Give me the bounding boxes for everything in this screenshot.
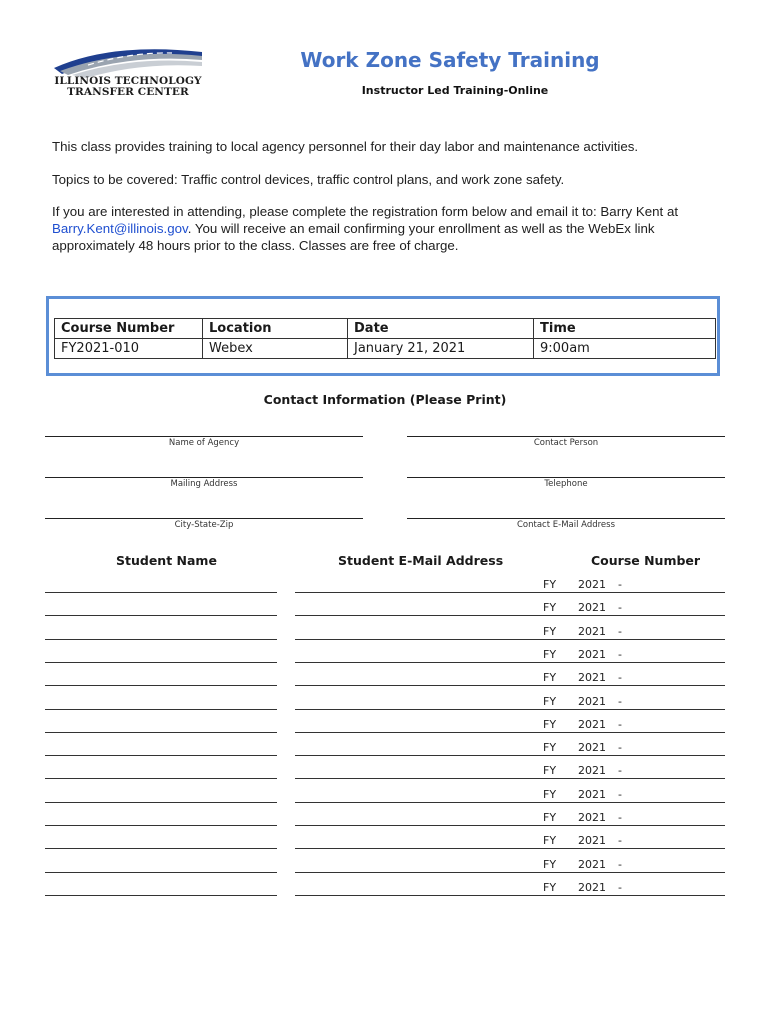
course-number-field[interactable] bbox=[531, 685, 725, 686]
course-number-field[interactable] bbox=[531, 639, 725, 640]
course-dash-label: - bbox=[618, 625, 622, 638]
course-year-label: 2021 bbox=[578, 858, 606, 871]
course-number-field[interactable] bbox=[531, 802, 725, 803]
course-fy-label: FY bbox=[543, 811, 557, 824]
student-email-field[interactable] bbox=[295, 592, 531, 593]
course-number-field[interactable] bbox=[531, 825, 725, 826]
mailing-address-field[interactable] bbox=[45, 477, 363, 478]
student-name-field[interactable] bbox=[45, 615, 277, 616]
intro-text-end: . You will receive an email confirming your enrollment as well as the WebEx link approximately 48 hours prior to the class. Classes are free of charge. bbox=[52, 221, 655, 253]
student-email-field[interactable] bbox=[295, 732, 531, 733]
course-year-label: 2021 bbox=[578, 578, 606, 591]
agency-name-label: Name of Agency bbox=[168, 438, 240, 448]
city-state-zip-label: City-State-Zip bbox=[174, 520, 234, 530]
course-fy-label: FY bbox=[543, 858, 557, 871]
student-email-field[interactable] bbox=[295, 685, 531, 686]
student-name-field[interactable] bbox=[45, 825, 277, 826]
course-fy-label: FY bbox=[543, 671, 557, 684]
course-fy-label: FY bbox=[543, 881, 557, 894]
student-email-field[interactable] bbox=[295, 802, 531, 803]
student-email-field[interactable] bbox=[295, 872, 531, 873]
course-year-label: 2021 bbox=[578, 811, 606, 824]
student-email-field[interactable] bbox=[295, 615, 531, 616]
student-name-header: Student Name bbox=[116, 553, 217, 568]
telephone-label: Telephone bbox=[544, 479, 588, 489]
contact-person-label: Contact Person bbox=[533, 438, 599, 448]
course-dash-label: - bbox=[618, 764, 622, 777]
course-year-label: 2021 bbox=[578, 695, 606, 708]
cell-location: Webex bbox=[203, 339, 348, 359]
course-number-field[interactable] bbox=[531, 615, 725, 616]
course-dash-label: - bbox=[618, 648, 622, 661]
student-name-field[interactable] bbox=[45, 639, 277, 640]
course-number-header: Course Number bbox=[591, 553, 701, 568]
contact-person-field[interactable] bbox=[407, 436, 725, 437]
logo-line-2: TRANSFER CENTER bbox=[67, 86, 189, 98]
course-fy-label: FY bbox=[543, 834, 557, 847]
intro-paragraph-1: This class provides training to local agency personnel for their day labor and maintenance activities. bbox=[52, 139, 639, 154]
student-name-field[interactable] bbox=[45, 778, 277, 779]
course-number-field[interactable] bbox=[531, 848, 725, 849]
course-year-label: 2021 bbox=[578, 671, 606, 684]
course-dash-label: - bbox=[618, 601, 622, 614]
cell-course-number: FY2021-010 bbox=[55, 339, 203, 359]
student-email-header: Student E-Mail Address bbox=[338, 553, 504, 568]
contact-email-label: Contact E-Mail Address bbox=[516, 520, 616, 530]
student-name-field[interactable] bbox=[45, 755, 277, 756]
agency-name-field[interactable] bbox=[45, 436, 363, 437]
course-table bbox=[54, 318, 716, 359]
course-number-field[interactable] bbox=[531, 662, 725, 663]
course-number-field[interactable] bbox=[531, 895, 725, 896]
course-table-header bbox=[55, 319, 716, 339]
student-name-field[interactable] bbox=[45, 872, 277, 873]
course-fy-label: FY bbox=[543, 695, 557, 708]
road-swoosh-icon bbox=[52, 44, 204, 78]
course-number-field[interactable] bbox=[531, 778, 725, 779]
header-location: Location bbox=[203, 319, 348, 339]
course-year-label: 2021 bbox=[578, 764, 606, 777]
course-year-label: 2021 bbox=[578, 718, 606, 731]
course-year-label: 2021 bbox=[578, 881, 606, 894]
course-fy-label: FY bbox=[543, 578, 557, 591]
course-dash-label: - bbox=[618, 578, 622, 591]
student-email-field[interactable] bbox=[295, 895, 531, 896]
mailing-address-label: Mailing Address bbox=[170, 479, 238, 489]
header-time: Time bbox=[534, 319, 716, 339]
contact-email-field[interactable] bbox=[407, 518, 725, 519]
telephone-field[interactable] bbox=[407, 477, 725, 478]
student-name-field[interactable] bbox=[45, 709, 277, 710]
course-dash-label: - bbox=[618, 718, 622, 731]
header-course-number: Course Number bbox=[55, 319, 203, 339]
course-fy-label: FY bbox=[543, 648, 557, 661]
student-email-field[interactable] bbox=[295, 825, 531, 826]
student-name-field[interactable] bbox=[45, 848, 277, 849]
student-email-field[interactable] bbox=[295, 709, 531, 710]
course-fy-label: FY bbox=[543, 764, 557, 777]
course-dash-label: - bbox=[618, 858, 622, 871]
page-subtitle: Instructor Led Training-Online bbox=[361, 84, 549, 97]
student-name-field[interactable] bbox=[45, 895, 277, 896]
city-state-zip-field[interactable] bbox=[45, 518, 363, 519]
course-table-row bbox=[55, 339, 716, 359]
course-number-field[interactable] bbox=[531, 872, 725, 873]
course-dash-label: - bbox=[618, 811, 622, 824]
student-email-field[interactable] bbox=[295, 848, 531, 849]
student-name-field[interactable] bbox=[45, 802, 277, 803]
course-year-label: 2021 bbox=[578, 788, 606, 801]
course-year-label: 2021 bbox=[578, 601, 606, 614]
course-dash-label: - bbox=[618, 788, 622, 801]
student-name-field[interactable] bbox=[45, 732, 277, 733]
cell-date: January 21, 2021 bbox=[348, 339, 534, 359]
course-year-label: 2021 bbox=[578, 648, 606, 661]
student-name-field[interactable] bbox=[45, 685, 277, 686]
course-year-label: 2021 bbox=[578, 625, 606, 638]
student-email-field[interactable] bbox=[295, 755, 531, 756]
cell-time: 9:00am bbox=[534, 339, 716, 359]
course-year-label: 2021 bbox=[578, 834, 606, 847]
course-fy-label: FY bbox=[543, 718, 557, 731]
page-title: Work Zone Safety Training bbox=[300, 48, 600, 72]
header-date: Date bbox=[348, 319, 534, 339]
student-name-field[interactable] bbox=[45, 592, 277, 593]
course-dash-label: - bbox=[618, 695, 622, 708]
course-year-label: 2021 bbox=[578, 741, 606, 754]
course-dash-label: - bbox=[618, 741, 622, 754]
intro-text-start: If you are interested in attending, please complete the registration form below and email it to: Barry Kent at bbox=[52, 204, 679, 219]
student-email-field[interactable] bbox=[295, 778, 531, 779]
course-fy-label: FY bbox=[543, 625, 557, 638]
course-dash-label: - bbox=[618, 834, 622, 847]
intro-paragraph-2: Topics to be covered: Traffic control devices, traffic control plans, and work zone safety. bbox=[52, 172, 565, 187]
course-fy-label: FY bbox=[543, 601, 557, 614]
course-number-field[interactable] bbox=[531, 732, 725, 733]
course-number-field[interactable] bbox=[531, 709, 725, 710]
student-email-field[interactable] bbox=[295, 639, 531, 640]
course-fy-label: FY bbox=[543, 741, 557, 754]
student-email-field[interactable] bbox=[295, 662, 531, 663]
logo-line-1: ILLINOIS TECHNOLOGY bbox=[54, 75, 202, 87]
course-dash-label: - bbox=[618, 881, 622, 894]
course-fy-label: FY bbox=[543, 788, 557, 801]
email-link[interactable]: Barry.Kent@illinois.gov bbox=[52, 221, 188, 236]
contact-info-title: Contact Information (Please Print) bbox=[263, 392, 507, 407]
intro-paragraph-3 bbox=[52, 203, 732, 254]
course-number-field[interactable] bbox=[531, 755, 725, 756]
student-name-field[interactable] bbox=[45, 662, 277, 663]
course-number-field[interactable] bbox=[531, 592, 725, 593]
itc-logo bbox=[52, 44, 204, 100]
course-dash-label: - bbox=[618, 671, 622, 684]
